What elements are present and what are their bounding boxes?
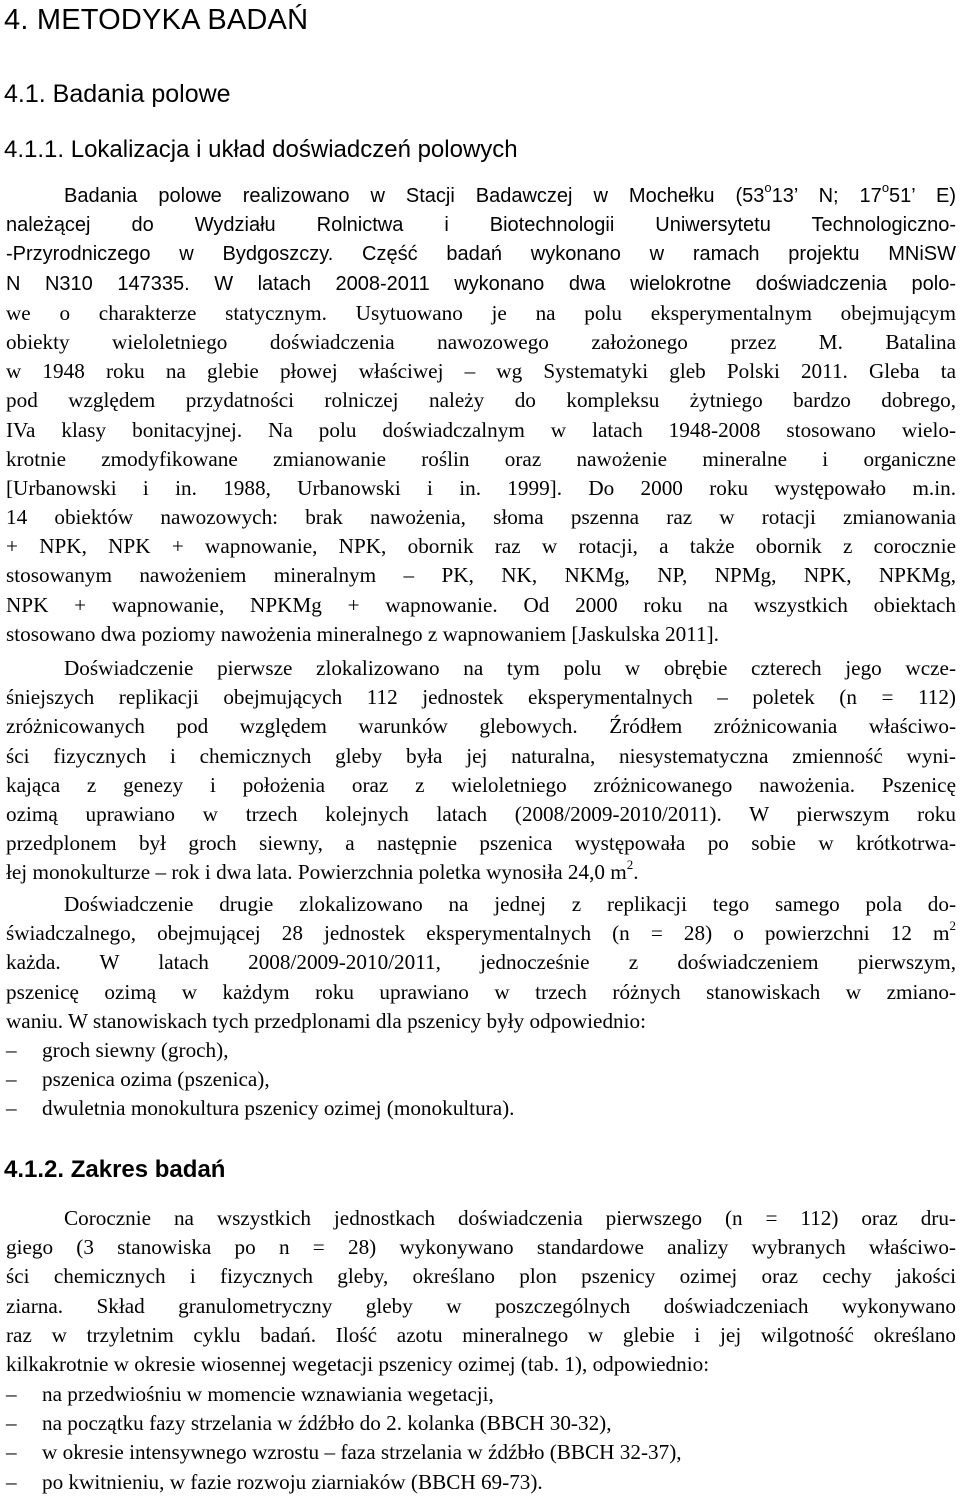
text-line: ozimą uprawiano w trzech kolejnych latach (2008/2009-2010/2011). W pierwszym roku [6, 801, 956, 826]
text-line: krotnie zmodyfikowane zmianowanie roślin oraz nawożenie mineralne i organiczne [6, 446, 956, 471]
text-line: ści fizycznych i chemicznych gleby była jej naturalna, niesystematyczna zmienność wyni- [6, 743, 956, 768]
text-line: każda. W latach 2008/2009-2010/2011, jednocześnie z doświadczeniem pierwszym, [6, 950, 956, 975]
text-line: w 1948 roku na glebie płowej właściwej – wg Systematyki gleb Polski 2011. Gleba ta [6, 359, 956, 384]
text-line: kająca z genezy i położenia oraz z wieloletniego zróżnicowanego nawożenia. Pszenicę [6, 772, 956, 797]
section-heading: 4.1. Badania polowe [4, 80, 231, 108]
text-line: IVa klasy bonitacyjnej. Na polu doświadczalnym w latach 1948-2008 stosowano wielo- [6, 417, 956, 442]
paragraph-scope [6, 1204, 956, 1379]
list-preceding-crops [6, 1036, 956, 1124]
list-item: – na początku fazy strzelania w źdźbło do 2. kolanka (BBCH 30-32), [6, 1411, 612, 1436]
list-item: – po kwitnieniu, w fazie rozwoju ziarniaków (BBCH 69-73). [6, 1469, 543, 1494]
text-line: + NPK, NPK + wapnowanie, NPK, obornik raz w rotacji, a także obornik z corocznie [6, 534, 956, 559]
text-line: we o charakterze statycznym. Usytuowano je na polu eksperymentalnym obejmującym [6, 300, 956, 325]
list-item: – dwuletnia monokultura pszenicy ozimej (monokultura). [6, 1096, 515, 1121]
list-item: – pszenica ozima (pszenica), [6, 1067, 270, 1092]
text-line: Doświadczenie pierwsze zlokalizowano na tym polu w obrębie czterech jego wcze- [64, 656, 956, 680]
paragraph-experiment-one [6, 654, 956, 888]
text-line: NPK + wapnowanie, NPKMg + wapnowanie. Od 2000 roku na wszystkich obiektach [6, 592, 956, 617]
text-line: należącej do Wydziału Rolnictwa i Biotechnologii Uniwersytetu Technologiczno- [6, 214, 956, 237]
text-line: Corocznie na wszystkich jednostkach doświadczenia pierwszego (n = 112) oraz dru- [64, 1206, 956, 1230]
chapter-heading: 4. METODYKA BADAŃ [4, 4, 309, 36]
list-item: – na przedwiośniu w momencie wznawiania wegetacji, [6, 1382, 494, 1406]
text-line: pszenicę ozimą w każdym roku uprawiano w trzech różnych stanowiskach w zmiano- [6, 979, 956, 1004]
text-line: stosowanym nawożeniem mineralnym – PK, NK, NKMg, NP, NPMg, NPK, NPKMg, [6, 563, 956, 588]
text-line: obiekty wieloletniego doświadczenia nawozowego założonego przez M. Batalina [6, 329, 956, 354]
text-line: zróżnicowanych pod względem warunków glebowych. Źródłem zróżnicowania właściwo- [6, 714, 956, 739]
text-line: łej monokulturze – rok i dwa lata. Powierzchnia poletka wynosiła 24,0 $m^2$. [6, 857, 639, 885]
text-line: świadczalnego, obejmującej 28 jednostek eksperymentalnych (n = 28) o powierzchni 12 $m^2$ [6, 919, 956, 946]
text-line: przedplonem był groch siewny, a następnie pszenica występowała po sobie w krótkotrwa- [6, 831, 956, 856]
text-line: N N310 147335. W latach 2008-2011 wykonano dwa wielokrotne doświadczenia polo- [6, 272, 956, 295]
text-line: kilkakrotnie w okresie wiosennej wegetacji pszenicy ozimej (tab. 1), odpowiednio: [6, 1351, 710, 1376]
list-item: – w okresie intensywnego wzrostu – faza strzelania w źdźbło (BBCH 32-37), [6, 1440, 682, 1465]
text-line: ziarna. Skład granulometryczny gleby w poszczególnych doświadczeniach wykonywano [6, 1293, 956, 1318]
text-line: stosowano dwa poziomy nawożenia mineralnego z wapnowaniem [Jaskulska 2011]. [6, 621, 719, 646]
subsection-heading-scope: 4.1.2. Zakres badań [4, 1156, 226, 1183]
list-item: – groch siewny (groch), [6, 1038, 229, 1062]
list-sampling-dates [6, 1380, 956, 1497]
text-line: Doświadczenie drugie zlokalizowano na jednej z replikacji tego samego pola do- [64, 892, 956, 916]
text-line: raz w trzyletnim cyklu badań. Ilość azotu mineralnego w glebie i jej wilgotność określano [6, 1322, 956, 1347]
text-line: 14 obiektów nawozowych: brak nawożenia, słoma pszenna raz w rotacji zmianowania [6, 505, 956, 530]
text-line: Badania polowe realizowano w Stacji Badawczej w Mochełku (53$^o$13’ N; 17$^o$51’ E) [64, 182, 956, 207]
subsection-heading-location: 4.1.1. Lokalizacja i układ doświadczeń polowych [4, 136, 518, 163]
paragraph-experiment-two [6, 890, 956, 1036]
text-line: ści chemicznych i fizycznych gleby, określano plon pszenicy ozimej oraz cechy jakości [6, 1264, 956, 1289]
text-line: -Przyrodniczego w Bydgoszczy. Część badań wykonano w ramach projektu MNiSW [6, 243, 956, 266]
text-line: waniu. W stanowiskach tych przedplonami dla pszenicy były odpowiednio: [6, 1008, 647, 1033]
text-line: śniejszych replikacji obejmujących 112 jednostek eksperymentalnych – poletek (n = 112) [6, 685, 956, 710]
text-line: [Urbanowski i in. 1988, Urbanowski i in. 1999]. Do 2000 roku występowało m.in. [6, 475, 956, 500]
text-line: giego (3 stanowiska po n = 28) wykonywano standardowe analizy wybranych właściwo- [6, 1235, 956, 1260]
text-line: pod względem przydatności rolniczej należy do kompleksu żytniego bardzo dobrego, [6, 388, 956, 413]
paragraph-location [6, 182, 956, 649]
